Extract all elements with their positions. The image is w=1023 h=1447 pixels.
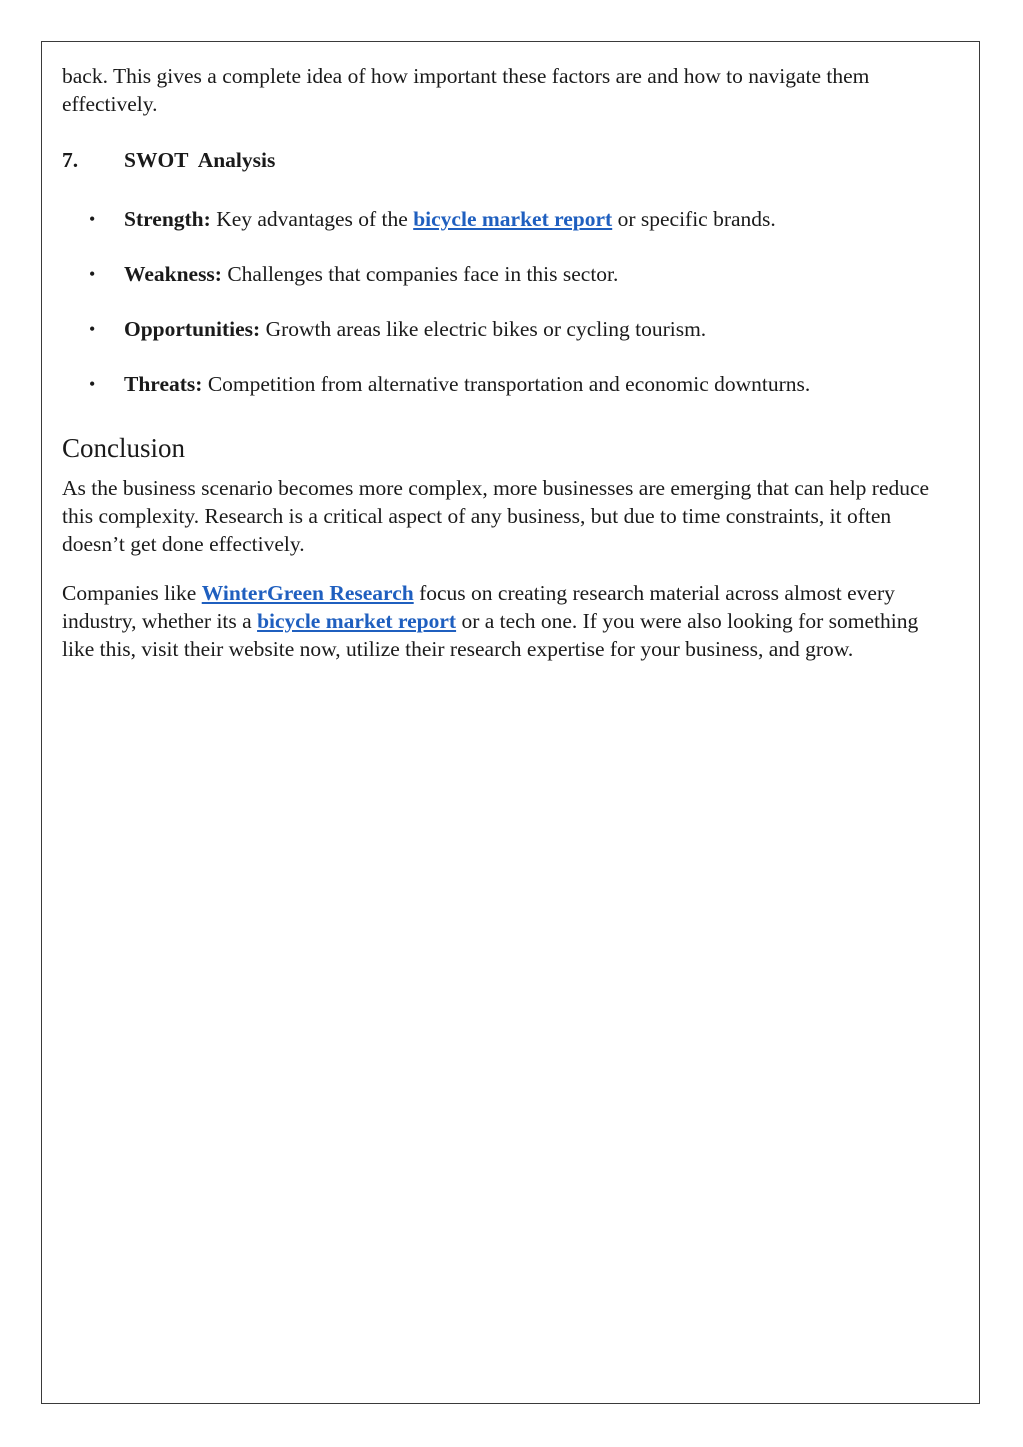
swot-item-label: Opportunities: [124,317,261,341]
swot-item-weakness [62,260,952,315]
swot-item-label: Strength: [124,207,211,231]
swot-item-text: Key advantages of the [210,207,414,231]
intro-paragraph: back. This gives a complete idea of how important these factors are and how to navigate them effectively. [62,64,870,116]
swot-item-label: Threats: [124,372,203,396]
swot-item-text: Growth areas like electric bikes or cycling tourism. [260,317,707,341]
swot-item-text: Competition from alternative transportation and economic downturns. [202,372,811,396]
swot-item-text: Challenges that companies face in this sector. [221,262,619,286]
paragraph-text: focus on creating research material across almost every industry, whether its a [62,581,895,633]
conclusion-paragraph-2 [62,579,952,663]
wintergreen-research-link[interactable]: WinterGreen Research [201,581,414,605]
paragraph-text: or a tech one. If you were also looking for something like this, visit their website now, utilize their research expertise for your business, and grow. [62,609,919,661]
swot-item-strength [62,205,952,260]
conclusion-heading: Conclusion [62,433,186,463]
swot-heading-number: 7. [62,148,79,172]
conclusion-paragraph-1: As the business scenario becomes more complex, more businesses are emerging that can help reduce this complexity. Research is a critical aspect of any business, but due to time constraints, it often doesn’t get done effectively. [62,476,930,556]
swot-item-threats [62,370,952,425]
bullet-icon: • [89,374,96,394]
swot-heading-title: SWOT Analysis [124,148,276,172]
bullet-icon: • [89,264,96,284]
document-content [62,62,952,661]
swot-heading [62,146,275,174]
bullet-icon: • [89,209,96,229]
swot-list [62,205,952,425]
bicycle-market-report-link[interactable]: bicycle market report [257,609,457,633]
bicycle-market-report-link[interactable]: bicycle market report [413,207,613,231]
swot-item-label: Weakness: [124,262,222,286]
swot-item-opportunities [62,315,952,370]
paragraph-text: Companies like [62,581,202,605]
swot-item-text-after: or specific brands. [612,207,776,231]
bullet-icon: • [89,319,96,339]
